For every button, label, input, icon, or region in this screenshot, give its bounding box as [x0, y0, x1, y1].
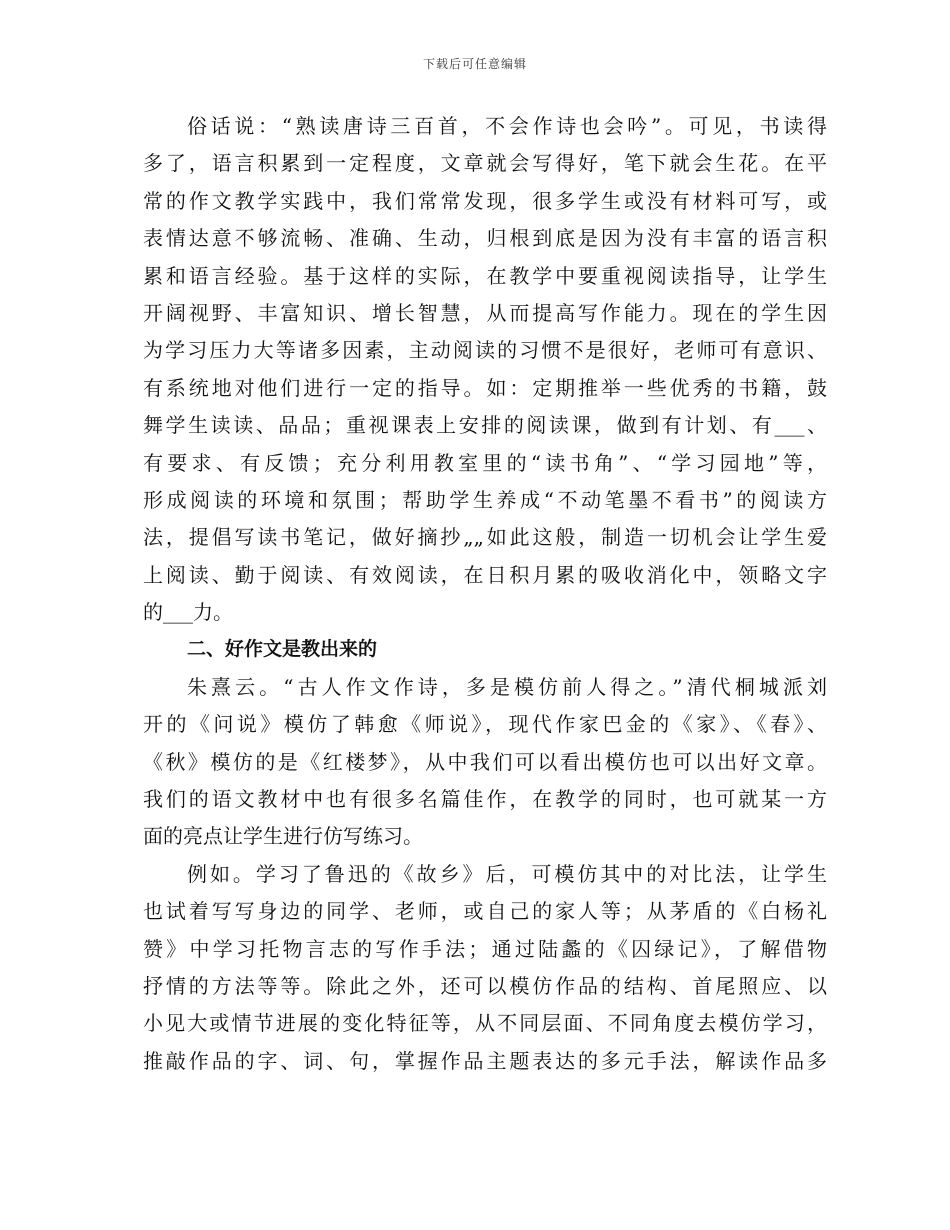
text-line: 有要求、有反馈；充分利用教室里的“读书角”、“学习园地”等， — [143, 450, 827, 475]
text-line: 朱熹云。“古人作文作诗，多是模仿前人得之。”清代桐城派刘 — [187, 674, 827, 699]
text-line: 赞》中学习托物言志的写作手法；通过陆蠡的《囚绿记》，了解借物 — [143, 936, 827, 961]
text-line: 累和语言经验。基于这样的实际，在教学中要重视阅读指导，让学生 — [143, 263, 827, 288]
text-line: 我们的语文教材中也有很多名篇佳作，在教学的同时，也可就某一方 — [143, 787, 827, 812]
section-heading: 二、好作文是教出来的 — [187, 638, 378, 661]
text-line: 法，提倡写读书笔记，做好摘抄„„如此这般，制造一切机会让学生爱 — [143, 525, 827, 550]
text-line: 舞学生读读、品品；重视课表上安排的阅读课，做到有计划、有___、 — [143, 413, 827, 438]
text-line: 推敲作品的字、词、句，掌握作品主题表达的多元手法，解读作品多 — [143, 1048, 827, 1073]
text-line: 抒情的方法等等。除此之外，还可以模仿作品的结构、首尾照应、以 — [143, 973, 827, 998]
text-line: 表情达意不够流畅、准确、生动，归根到底是因为没有丰富的语言积 — [143, 226, 827, 251]
text-line: 开的《问说》模仿了韩愈《师说》，现代作家巴金的《家》、《春》、 — [143, 712, 827, 737]
text-line: 面的亮点让学生进行仿写练习。 — [143, 824, 423, 849]
text-line: 小见大或情节进展的变化特征等，从不同层面、不同角度去模仿学习， — [143, 1011, 827, 1036]
text-line: 上阅读、勤于阅读、有效阅读，在日积月累的吸收消化中，领略文字 — [143, 562, 827, 587]
text-line: 常的作文教学实践中，我们常常发现，很多学生或没有材料可写，或 — [143, 188, 827, 213]
text-line: 形成阅读的环境和氛围；帮助学生养成“不动笔墨不看书”的阅读方 — [143, 487, 827, 512]
page-header: 下载后可任意编辑 — [422, 57, 527, 71]
text-line: 的___力。 — [143, 600, 233, 625]
text-line: 为学习压力大等诸多因素，主动阅读的习惯不是很好，老师可有意识、 — [143, 338, 827, 363]
text-line: 《秋》模仿的是《红楼梦》，从中我们可以看出模仿也可以出好文章。 — [143, 749, 827, 774]
text-line: 有系统地对他们进行一定的指导。如：定期推举一些优秀的书籍，鼓 — [143, 375, 827, 400]
text-line: 也试着写写身边的同学、老师，或自己的家人等；从茅盾的《白杨礼 — [143, 899, 827, 924]
text-line: 多了，语言积累到一定程度，文章就会写得好，笔下就会生花。在平 — [143, 151, 827, 176]
document-body — [143, 108, 827, 1080]
paragraph-imitation — [143, 669, 827, 856]
text-line: 开阔视野、丰富知识、增长智慧，从而提高写作能力。现在的学生因 — [143, 300, 827, 325]
text-line: 例如。学习了鲁迅的《故乡》后，可模仿其中的对比法，让学生 — [187, 861, 827, 886]
paragraph-examples — [143, 856, 827, 1080]
text-line: 俗话说：“熟读唐诗三百首，不会作诗也会吟”。可见，书读得 — [187, 114, 827, 138]
paragraph-reading — [143, 108, 827, 631]
